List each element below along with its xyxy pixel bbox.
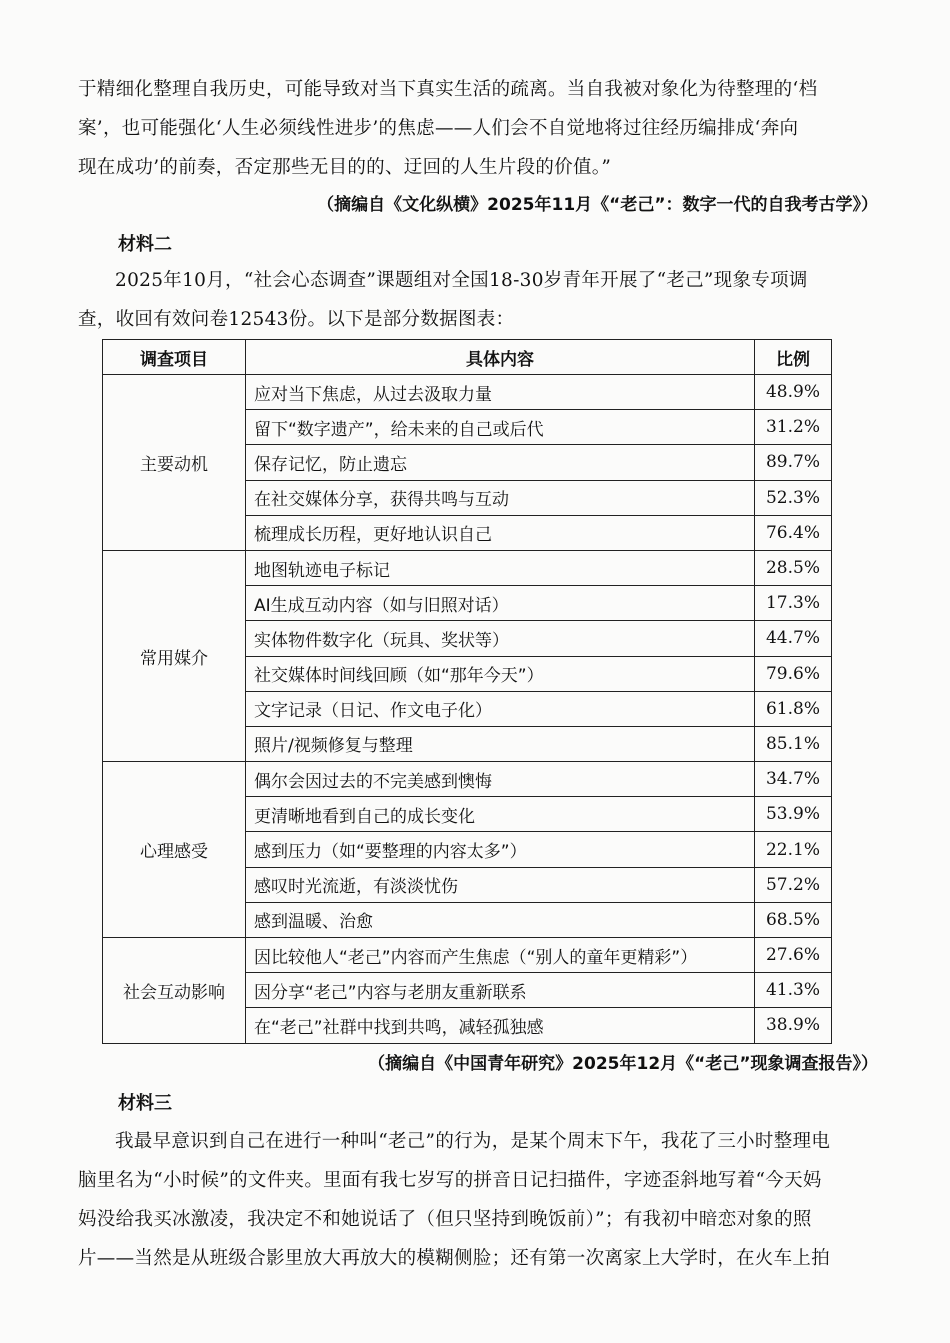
content-cell: 保存记忆，防止遗忘	[246, 445, 755, 480]
percent-cell: 17.3%	[755, 586, 832, 621]
header-percent: 比例	[755, 340, 832, 375]
percent-cell: 48.9%	[755, 375, 832, 410]
material1-source: （摘编自《文化纵横》2025年11月《“老己”：数字一代的自我考古学》）	[317, 195, 878, 215]
content-cell: 更清晰地看到自己的成长变化	[246, 797, 755, 832]
content-cell: 社交媒体时间线回顾（如“那年今天”）	[246, 656, 755, 691]
percent-cell: 52.3%	[755, 480, 832, 515]
page-bottom-edge	[0, 1308, 950, 1343]
content-cell: 文字记录（日记、作文电子化）	[246, 691, 755, 726]
material2-source: （摘编自《中国青年研究》2025年12月《“老己”现象调查报告》）	[368, 1053, 878, 1074]
percent-cell: 41.3%	[755, 973, 832, 1008]
content-cell: 应对当下焦虑，从过去汲取力量	[246, 375, 755, 410]
text-line: 于精细化整理自我历史，可能导致对当下真实生活的疏离。当自我被对象化为待整理的‘档	[78, 79, 818, 100]
percent-cell: 57.2%	[755, 867, 832, 902]
material2-intro-line: 查，收回有效问卷12543份。以下是部分数据图表：	[78, 309, 515, 330]
content-cell: AI生成互动内容（如与旧照对话）	[246, 586, 755, 621]
content-cell: 实体物件数字化（玩具、奖状等）	[246, 621, 755, 656]
material3-heading: 材料三	[118, 1092, 172, 1114]
percent-cell: 61.8%	[755, 691, 832, 726]
content-cell: 留下“数字遗产”，给未来的自己或后代	[246, 410, 755, 445]
material2-intro-line: 2025年10月，“社会心态调查”课题组对全国18-30岁青年开展了“老己”现象专项调	[115, 270, 808, 291]
header-content: 具体内容	[246, 340, 755, 375]
material1-text	[78, 70, 878, 187]
percent-cell: 22.1%	[755, 832, 832, 867]
percent-cell: 31.2%	[755, 410, 832, 445]
table-header-row	[103, 340, 832, 375]
percent-cell: 76.4%	[755, 515, 832, 550]
table-row	[103, 938, 832, 973]
text-line: 现在成功’的前奏，否定那些无目的的、迂回的人生片段的价值。”	[78, 157, 612, 178]
content-cell: 因分享“老己”内容与老朋友重新联系	[246, 973, 755, 1008]
material3-text	[78, 1122, 878, 1278]
percent-cell: 68.5%	[755, 902, 832, 937]
percent-cell: 44.7%	[755, 621, 832, 656]
content-cell: 因比较他人“老己”内容而产生焦虑（“别人的童年更精彩”）	[246, 938, 755, 973]
content-cell: 在社交媒体分享，获得共鸣与互动	[246, 480, 755, 515]
category-cell: 主要动机	[103, 375, 246, 551]
document-page	[78, 70, 878, 1278]
text-line: 脑里名为“小时候”的文件夹。里面有我七岁写的拼音日记扫描件，字迹歪斜地写着“今天妈	[78, 1169, 822, 1191]
text-line: 案’，也可能强化‘人生必须线性进步’的焦虑——人们会不自觉地将过往经历编排成‘奔向	[78, 118, 799, 139]
table-row	[103, 762, 832, 797]
content-cell: 地图轨迹电子标记	[246, 550, 755, 585]
content-cell: 感叹时光流逝，有淡淡忧伤	[246, 867, 755, 902]
category-cell: 常用媒介	[103, 550, 246, 761]
percent-cell: 34.7%	[755, 762, 832, 797]
content-cell: 感到温暖、治愈	[246, 902, 755, 937]
text-line: 妈没给我买冰激凌，我决定不和她说话了（但只坚持到晚饭前）”；有我初中暗恋对象的照	[78, 1208, 812, 1230]
percent-cell: 79.6%	[755, 656, 832, 691]
table-row	[103, 375, 832, 410]
percent-cell: 27.6%	[755, 938, 832, 973]
content-cell: 照片/视频修复与整理	[246, 726, 755, 761]
category-cell: 社会互动影响	[103, 938, 246, 1044]
percent-cell: 38.9%	[755, 1008, 832, 1043]
text-line: 我最早意识到自己在进行一种叫“老己”的行为，是某个周末下午，我花了三小时整理电	[115, 1130, 831, 1152]
table-row	[103, 550, 832, 585]
category-cell: 心理感受	[103, 762, 246, 938]
header-category: 调查项目	[103, 340, 246, 375]
material2-heading: 材料二	[118, 234, 172, 255]
content-cell: 感到压力（如“要整理的内容太多”）	[246, 832, 755, 867]
percent-cell: 85.1%	[755, 726, 832, 761]
percent-cell: 53.9%	[755, 797, 832, 832]
percent-cell: 89.7%	[755, 445, 832, 480]
survey-table	[102, 339, 832, 1044]
content-cell: 偶尔会因过去的不完美感到懊悔	[246, 762, 755, 797]
text-line: 片——当然是从班级合影里放大再放大的模糊侧脸；还有第一次离家上大学时，在火车上拍	[78, 1247, 831, 1269]
content-cell: 在“老己”社群中找到共鸣，减轻孤独感	[246, 1008, 755, 1043]
percent-cell: 28.5%	[755, 550, 832, 585]
content-cell: 梳理成长历程，更好地认识自己	[246, 515, 755, 550]
